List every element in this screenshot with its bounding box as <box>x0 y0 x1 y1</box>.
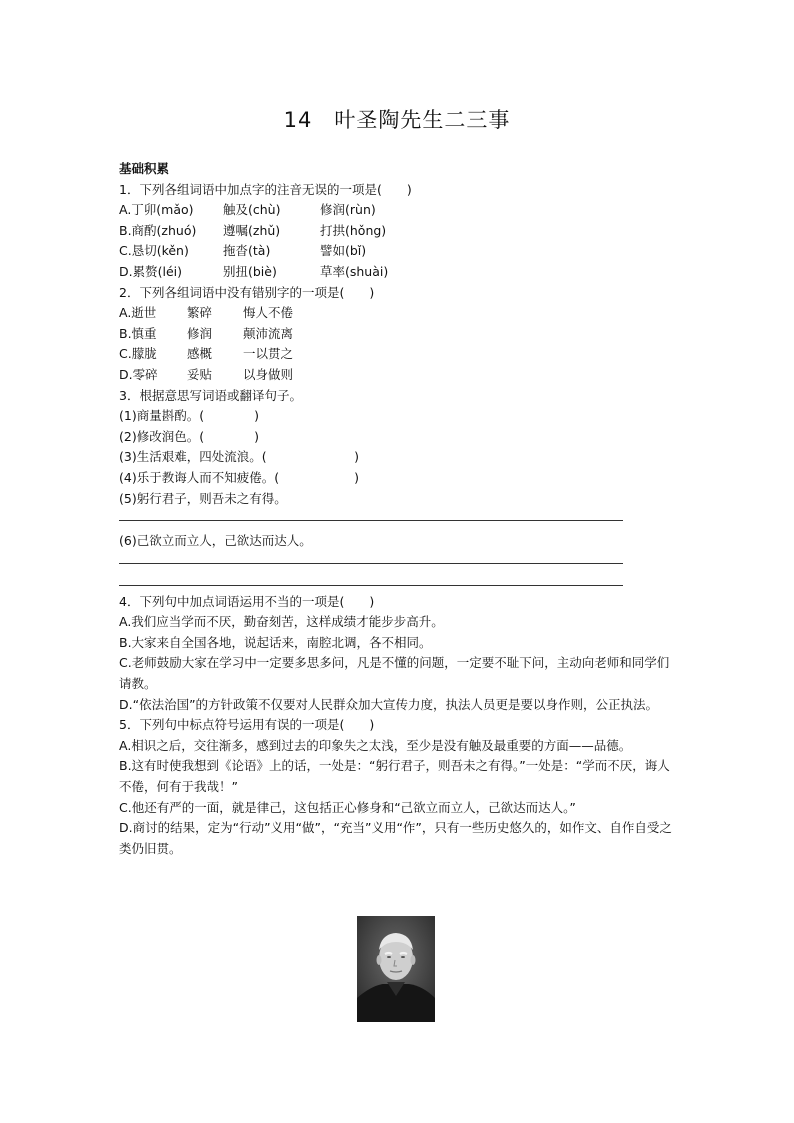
option-word: 一以贯之 <box>243 346 294 362</box>
exercise-content <box>119 159 679 859</box>
option-word: 触及(chù) <box>223 202 281 218</box>
portrait-image-icon <box>357 916 435 1022</box>
question-5-option-c: C.他还有严的一面，就是律己，这包括正心修身和“己欲立而立人，己欲达而达人。” <box>119 799 576 815</box>
question-5-option-d: D.商讨的结果，定为“行动”义用“做”，“充当”义用“作”，只有一些历史悠久的，如作文、自作自受之类仍旧贯。 <box>119 820 672 856</box>
option-word: 修润(rùn) <box>320 202 376 218</box>
page-title: 14 叶圣陶先生二三事 <box>283 108 511 132</box>
portrait-photo <box>357 916 435 1022</box>
option-word: 以身做则 <box>243 366 294 382</box>
option-word: 拖沓(tà) <box>223 243 271 259</box>
option-word: 繁碎 <box>187 305 213 321</box>
question-1-option-a <box>119 200 679 221</box>
question-5-stem: 5．下列句中标点符号运用有误的一项是( ) <box>119 717 375 733</box>
option-word: 修润 <box>187 325 213 341</box>
question-4-option-b: B.大家来自全国各地，说起话来，南腔北调，各不相同。 <box>119 634 432 650</box>
answer-line <box>119 552 623 564</box>
question-5-option-b: B.这有时使我想到《论语》上的话，一处是：“躬行君子，则吾未之有得。”一处是：“学而不厌，诲人不倦，何有于我哉！” <box>119 758 670 795</box>
question-4-option-a: A.我们应当学而不厌，勤奋刻苦，这样成绩才能步步高升。 <box>119 614 444 630</box>
question-1-option-c <box>119 241 679 262</box>
question-3-item-4: (4)乐于教诲人而不知疲倦。( ) <box>119 469 359 485</box>
option-word: 悔人不倦 <box>243 305 294 321</box>
question-5-option-a: A.相识之后，交往渐多，感到过去的印象失之太浅，至少是没有触及最重要的方面——品德。 <box>119 737 632 753</box>
option-word: 草率(shuài) <box>320 263 389 279</box>
option-word: A.丁卯(mǎo) <box>119 202 194 218</box>
option-word: D.零碎 <box>119 366 158 382</box>
option-word: B.商酌(zhuó) <box>119 222 197 238</box>
option-word: 感概 <box>187 346 213 362</box>
option-word: 譬如(bǐ) <box>320 243 367 259</box>
question-4-option-c: C.老师鼓励大家在学习中一定要多思多问，凡是不懂的问题，一定要不耻下问，主动向老师和同学们请教。 <box>119 655 670 692</box>
question-4-option-d: D.“依法治国”的方针政策不仅要对人民群众加大宣传力度，执法人员更是要以身作则，公正执法。 <box>119 696 659 712</box>
question-2-option-d <box>119 365 679 386</box>
option-word: 遵嘱(zhǔ) <box>223 222 281 238</box>
question-3-item-5: (5)躬行君子，则吾未之有得。 <box>119 490 287 506</box>
option-word: B.慎重 <box>119 325 157 341</box>
question-2-stem: 2．下列各组词语中没有错别字的一项是( ) <box>119 284 375 300</box>
option-word: D.累赘(léi) <box>119 263 182 279</box>
question-3-item-6: (6)己欲立而立人，己欲达而达人。 <box>119 533 312 549</box>
question-2-option-b <box>119 324 679 345</box>
answer-line <box>119 574 623 586</box>
option-word: 打拱(hǒng) <box>320 222 387 238</box>
section-heading: 基础积累 <box>119 161 170 176</box>
question-1-option-d <box>119 262 679 283</box>
question-1-stem: 1．下列各组词语中加点字的注音无误的一项是( ) <box>119 181 412 197</box>
question-3-item-3: (3)生活艰难，四处流浪。( ) <box>119 449 359 465</box>
question-2-option-c <box>119 344 679 365</box>
option-word: 妥贴 <box>187 366 213 382</box>
option-word: 别扭(biè) <box>223 263 277 279</box>
option-word: A.逝世 <box>119 305 157 321</box>
question-1-option-b <box>119 221 679 242</box>
option-word: C.恳切(kěn) <box>119 243 189 259</box>
option-word: 颠沛流离 <box>243 325 294 341</box>
question-3-item-1: (1)商量斟酌。( ) <box>119 408 259 424</box>
question-2-option-a <box>119 303 679 324</box>
question-3-item-2: (2)修改润色。( ) <box>119 428 259 444</box>
option-word: C.朦胧 <box>119 346 157 362</box>
question-3-stem: 3．根据意思写词语或翻译句子。 <box>119 387 302 403</box>
answer-line <box>119 509 623 521</box>
question-4-stem: 4．下列句中加点词语运用不当的一项是( ) <box>119 593 375 609</box>
